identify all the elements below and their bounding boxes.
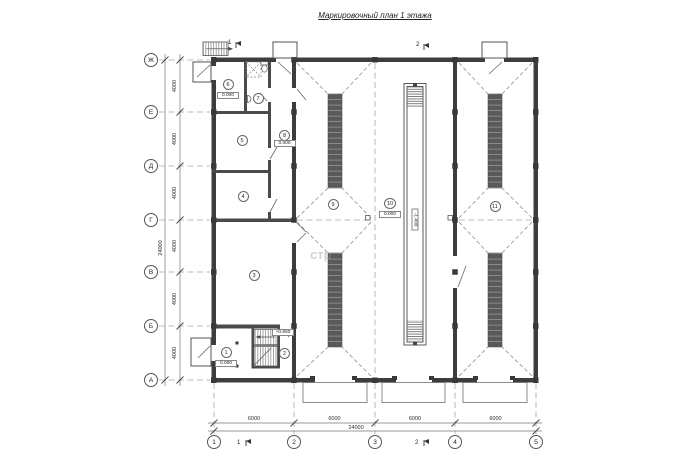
axis-letter-b: Б <box>144 319 158 333</box>
axis-number-3: 3 <box>368 435 382 449</box>
axis-letter-a: А <box>144 373 158 387</box>
room-circle-5: 5 <box>237 135 248 146</box>
room-circle-4: 4 <box>238 191 249 202</box>
room-circle-10: 10 <box>384 198 396 209</box>
room-circle-1: 1 <box>221 347 232 358</box>
elevation-room-10: 0.000 <box>379 211 401 218</box>
section-mark-bottom-1: 1 <box>237 440 241 446</box>
dim-bottom-3: 6000 <box>408 416 422 422</box>
elevation-room-1: 0.000 <box>215 360 237 367</box>
axis-letter-v: В <box>144 265 158 279</box>
dim-left-2: 4000 <box>172 132 178 145</box>
axis-letter-e: Е <box>144 105 158 119</box>
vent-shaft <box>246 62 261 77</box>
dim-left-4: 4000 <box>172 239 178 252</box>
dim-left-3: 4000 <box>172 186 178 199</box>
axis-number-1: 1 <box>207 435 221 449</box>
section-mark-bottom-2: 2 <box>415 440 419 446</box>
section-mark-top-2: 2 <box>416 42 420 48</box>
section-mark-top-1: 1 <box>228 40 232 46</box>
room-circle-9: 9 <box>328 199 339 210</box>
room-circle-3: 3 <box>249 270 260 281</box>
dim-left-6: 4000 <box>172 346 178 359</box>
elevation-room-6: 0.000 <box>217 92 239 99</box>
elevation-room-8: 0.000 <box>274 140 296 147</box>
gate-aprons <box>303 383 527 403</box>
elevation-room-2: +0.860 <box>272 329 294 336</box>
interior-partitions <box>213 62 296 369</box>
axis-letter-g: Г <box>144 213 158 227</box>
axis-number-4: 4 <box>448 435 462 449</box>
axis-number-5: 5 <box>529 435 543 449</box>
room-circle-7: 7 <box>253 93 264 104</box>
dim-left-5: 4000 <box>172 292 178 306</box>
room-circle-2: 2 <box>279 348 290 359</box>
elevation-pit: -1.400 <box>412 208 419 230</box>
watermark: стр <box>310 247 332 262</box>
dim-bottom-total: 24000 <box>348 424 364 431</box>
dim-left-total: 24000 <box>157 239 164 256</box>
dim-bottom-1: 6000 <box>247 416 261 422</box>
toilet-icon <box>261 62 268 73</box>
room-circle-8: 8 <box>279 130 290 141</box>
dim-left-1: 4000 <box>172 79 178 92</box>
dim-bottom-2: 6000 <box>328 416 341 422</box>
room-circle-6: 6 <box>223 79 234 90</box>
dim-bottom-4: 6000 <box>489 416 502 422</box>
axis-letter-zh: Ж <box>144 53 158 67</box>
washbasin-icon <box>248 96 252 103</box>
axis-letter-d: Д <box>144 159 158 173</box>
axis-number-2: 2 <box>287 435 301 449</box>
dimension-lines <box>165 54 542 431</box>
drawing-title: Маркировочный план 1 этажа <box>318 11 432 20</box>
room-circle-11: 11 <box>490 201 501 212</box>
